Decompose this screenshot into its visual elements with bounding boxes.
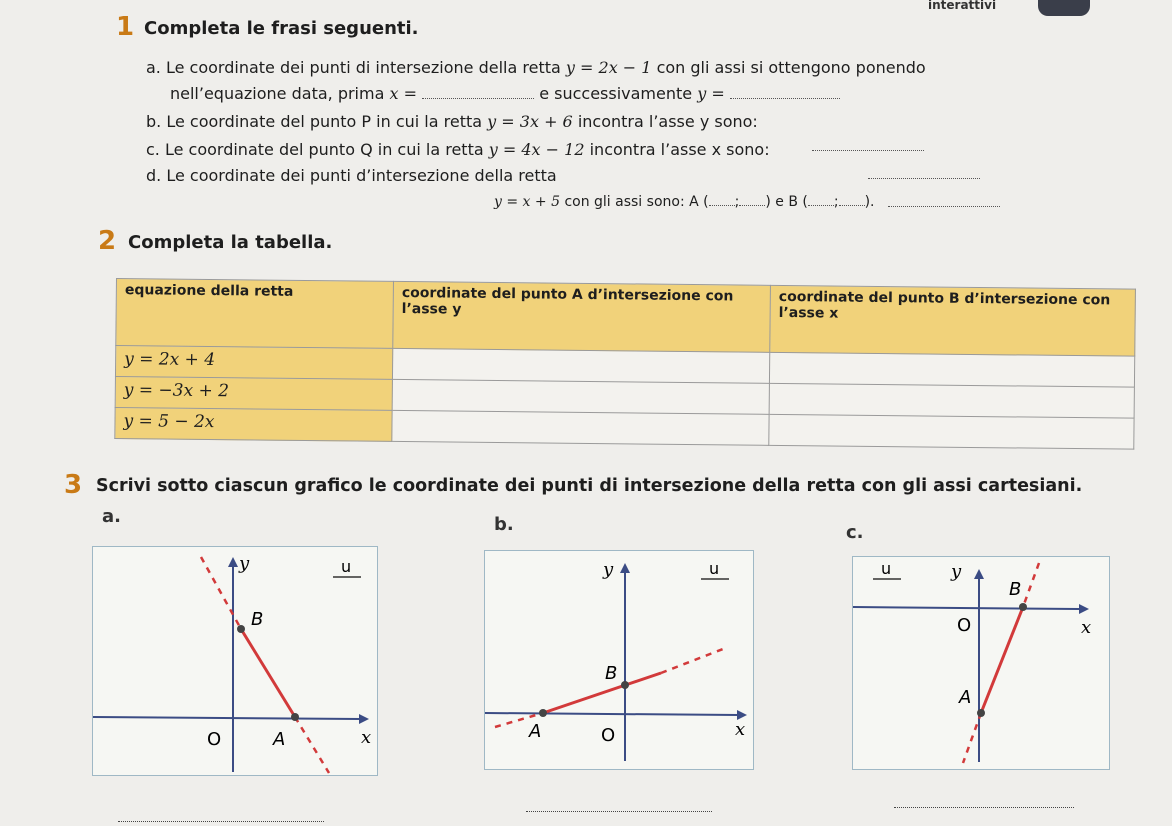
origin-label: O xyxy=(601,725,616,746)
exercise-1-title: Completa le frasi seguenti. xyxy=(144,18,419,39)
row-equation: y = 5 − 2x xyxy=(115,407,392,441)
line-solid xyxy=(981,607,1023,713)
answer-a-y[interactable] xyxy=(730,98,840,99)
y-axis-arrow xyxy=(620,563,630,573)
cell-point-a[interactable] xyxy=(392,410,769,445)
exercise-2-number: 2 xyxy=(98,226,117,256)
y-axis-label: y xyxy=(239,553,250,574)
x-axis xyxy=(485,713,739,715)
answer-d-extra[interactable] xyxy=(888,206,1000,207)
cell-point-a[interactable] xyxy=(392,379,769,414)
sentence-d-answers: y = x + 5 con gli assi sono: A ( ; ) e B ( ; ). xyxy=(494,194,875,210)
x-axis-arrow xyxy=(1079,604,1089,614)
graph-a xyxy=(92,546,378,776)
row-equation: y = 2x + 4 xyxy=(115,346,392,380)
exercise-3-number: 3 xyxy=(64,470,83,500)
y-axis-arrow xyxy=(974,569,984,579)
sentence-a-line1: a. Le coordinate dei punti di intersezione della retta y = 2x − 1 con gli assi si ottengono ponendo xyxy=(146,58,926,77)
equation-d: y = x + 5 xyxy=(494,194,560,210)
point-b xyxy=(1019,603,1027,611)
line-solid xyxy=(241,629,295,717)
table-header-row xyxy=(116,279,1136,357)
exercise-2-title: Completa la tabella. xyxy=(128,232,333,253)
x-axis-label: x xyxy=(1081,617,1092,638)
answer-graph-a[interactable] xyxy=(118,820,324,822)
equation-b: y = 3x + 6 xyxy=(487,112,573,131)
point-a-label: A xyxy=(273,729,286,750)
point-a xyxy=(539,709,547,717)
y-axis-label: y xyxy=(951,561,962,582)
col-point-a: coordinate del punto A d’intersezione con l’asse y xyxy=(393,281,771,352)
line-dashed xyxy=(661,649,723,673)
sentence-a-line2: nell’equazione data, prima x = e successivamente y = xyxy=(170,84,840,103)
graph-c xyxy=(852,556,1110,770)
col-point-b: coordinate del punto B d’intersezione con l’asse x xyxy=(770,285,1136,356)
sentence-d: d. Le coordinate dei punti d’intersezione della retta xyxy=(146,166,557,185)
answer-graph-c[interactable] xyxy=(894,806,1074,808)
point-a xyxy=(291,713,299,721)
answer-d-ay[interactable] xyxy=(739,205,765,206)
row-equation: y = −3x + 2 xyxy=(115,376,392,410)
answer-a-x[interactable] xyxy=(422,98,534,99)
answer-c[interactable] xyxy=(868,178,980,179)
header-label: interattivi xyxy=(928,0,997,12)
answer-d-ax[interactable] xyxy=(709,205,735,206)
point-b xyxy=(621,681,629,689)
cell-point-a[interactable] xyxy=(392,348,769,383)
tab-marker xyxy=(1038,0,1090,16)
graph-c-label: c. xyxy=(846,522,864,543)
equation-c: y = 4x − 12 xyxy=(488,140,585,159)
x-axis-label: x xyxy=(735,719,746,740)
exercise-1-number: 1 xyxy=(116,12,135,42)
x-axis xyxy=(853,607,1079,609)
point-b-label: B xyxy=(1009,579,1022,600)
unit-label: u xyxy=(709,559,720,578)
line-dashed xyxy=(295,717,329,773)
graph-a-label: a. xyxy=(102,506,121,527)
line-dashed xyxy=(1023,563,1039,607)
cell-point-b[interactable] xyxy=(769,383,1134,418)
point-a-label: A xyxy=(529,721,542,742)
point-b xyxy=(237,625,245,633)
cell-point-b[interactable] xyxy=(769,352,1134,387)
col-equation: equazione della retta xyxy=(116,279,394,349)
y-axis-arrow xyxy=(228,557,238,567)
point-b-label: B xyxy=(605,663,618,684)
point-a-label: A xyxy=(959,687,972,708)
y-axis-label: y xyxy=(603,559,614,580)
answer-graph-b[interactable] xyxy=(526,810,712,812)
graph-b-label: b. xyxy=(494,514,514,535)
unit-label: u xyxy=(881,559,892,578)
graph-b xyxy=(484,550,754,770)
x-axis-label: x xyxy=(361,727,372,748)
answer-d-by[interactable] xyxy=(839,205,865,206)
line-dashed xyxy=(201,557,241,629)
coordinates-table xyxy=(114,278,1136,450)
equation-a: y = 2x − 1 xyxy=(565,58,652,77)
line-solid xyxy=(543,673,661,713)
answer-d-bx[interactable] xyxy=(808,205,834,206)
point-a xyxy=(977,709,985,717)
sentence-c: c. Le coordinate del punto Q in cui la retta y = 4x − 12 incontra l’asse x sono: xyxy=(146,140,770,159)
x-axis-arrow xyxy=(359,714,369,724)
answer-b[interactable] xyxy=(812,150,924,151)
cell-point-b[interactable] xyxy=(769,414,1134,449)
origin-label: O xyxy=(957,615,972,636)
unit-label: u xyxy=(341,557,352,576)
x-axis xyxy=(93,717,361,719)
point-b-label: B xyxy=(251,609,264,630)
origin-label: O xyxy=(207,729,222,750)
sentence-b: b. Le coordinate del punto P in cui la retta y = 3x + 6 incontra l’asse y sono: xyxy=(146,112,758,131)
exercise-3-title: Scrivi sotto ciascun grafico le coordinate dei punti di intersezione della retta con gli assi cartesiani. xyxy=(96,476,1083,496)
